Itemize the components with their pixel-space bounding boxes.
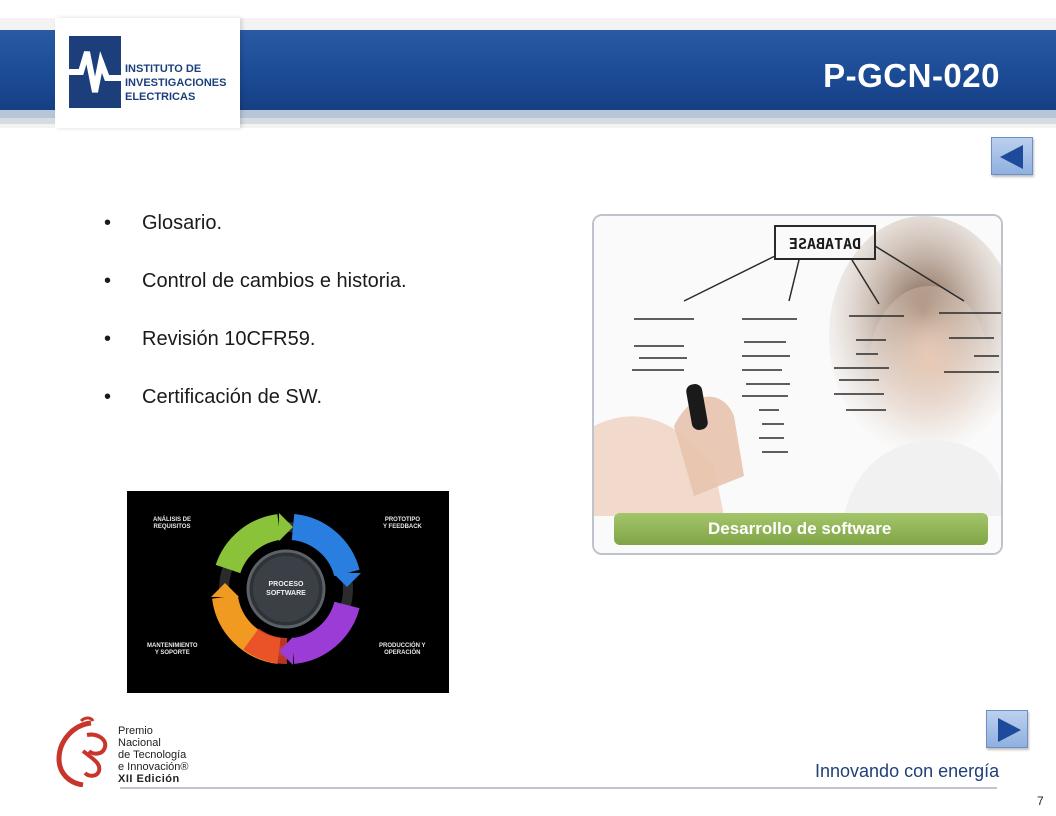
list-item (104, 328, 407, 386)
arrow-left-icon (992, 138, 1034, 176)
list-item-text: Revisión 10CFR59. (142, 328, 316, 350)
bullet-icon: • (104, 386, 112, 408)
label-line: REQUISITOS (153, 524, 191, 530)
logo-line: INSTITUTO DE (125, 63, 202, 75)
arrow-right-icon (987, 711, 1029, 749)
label-line: MANTENIMIENTO (147, 643, 198, 649)
tagline: Innovando con energía (815, 761, 1000, 781)
list-item-text: Control de cambios e historia. (142, 270, 407, 292)
process-label-maintenance (147, 643, 198, 657)
label-line: Y FEEDBACK (383, 524, 422, 530)
iie-logo (55, 18, 240, 128)
process-center-line: PROCESO (268, 581, 304, 588)
logo-line: ELECTRICAS (125, 91, 196, 103)
software-development-image (592, 214, 1003, 555)
list-item (104, 270, 407, 328)
premio-line: Premio (118, 725, 153, 737)
label-line: OPERACIÓN (384, 650, 421, 656)
document-code: P-GCN-020 (823, 57, 1000, 94)
previous-slide-button[interactable] (991, 137, 1033, 175)
list-item (104, 212, 407, 270)
page-number: 7 (1037, 794, 1044, 808)
list-item-text: Glosario. (142, 212, 223, 234)
board-title: DATABASE (788, 235, 862, 253)
software-process-diagram (127, 491, 449, 693)
footer-divider (120, 787, 997, 789)
whiteboard-illustration (594, 216, 1003, 555)
label-line: ANÁLISIS DE (153, 517, 192, 523)
list-item (104, 386, 407, 444)
premio-edition: XII Edición (118, 773, 180, 785)
logo-line: INVESTIGACIONES (125, 77, 227, 89)
image-caption: Desarrollo de software (614, 513, 988, 545)
next-slide-button[interactable] (986, 710, 1028, 748)
process-center-line: SOFTWARE (266, 590, 306, 597)
label-line: Y SOPORTE (154, 650, 190, 656)
premio-line: de Tecnología (118, 749, 187, 761)
process-label-production (379, 643, 426, 657)
label-line: PRODUCCIÓN Y (379, 643, 426, 649)
iie-logo-icon (69, 36, 121, 108)
bullet-icon: • (104, 328, 112, 350)
list-item-text: Certificación de SW. (142, 386, 323, 408)
topic-list (104, 212, 407, 444)
bullet-icon: • (104, 212, 112, 234)
bullet-icon: • (104, 270, 112, 292)
premio-line: Nacional (118, 737, 161, 749)
process-label-prototype (383, 517, 422, 531)
premio-text (118, 725, 189, 785)
iie-logo-text (125, 62, 237, 104)
label-line: PROTOTIPO (384, 517, 421, 523)
process-label-analysis (153, 517, 191, 531)
premio-logo-icon (53, 715, 115, 787)
premio-line: e Innovación® (118, 761, 189, 773)
